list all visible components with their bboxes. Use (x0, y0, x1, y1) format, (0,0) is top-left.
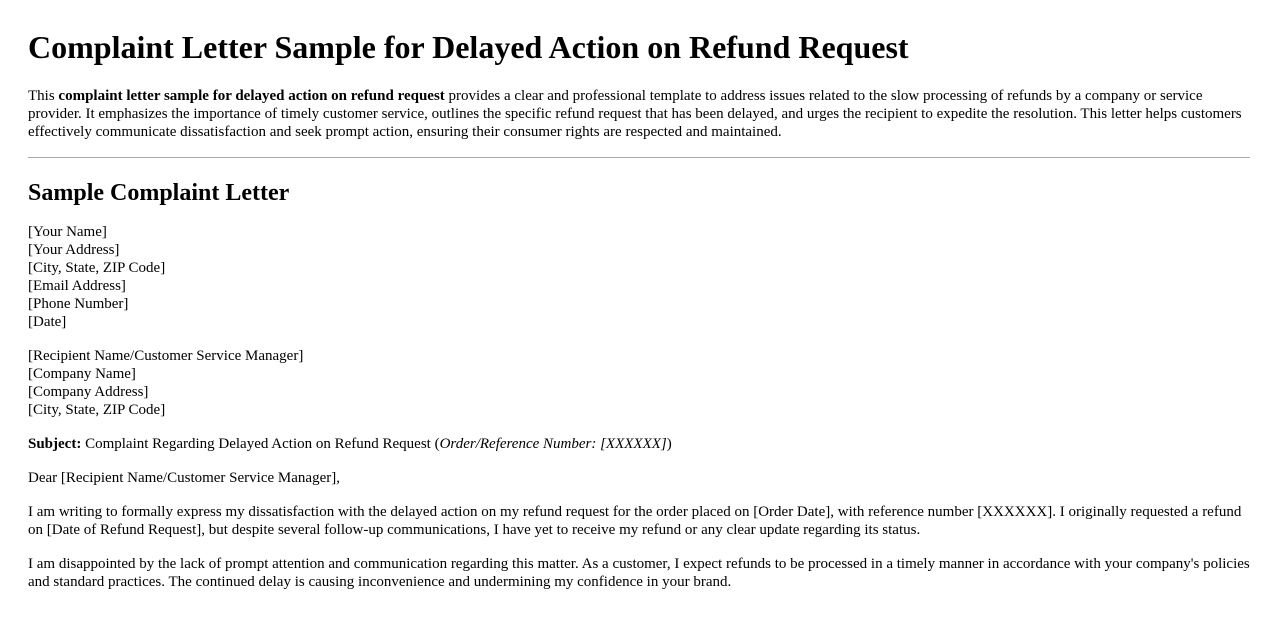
salutation: Dear [Recipient Name/Customer Service Manager], (28, 470, 340, 486)
sender-address-block (28, 223, 1250, 331)
subject-close: ) (666, 436, 672, 452)
recipient-line: [City, State, ZIP Code] (28, 402, 166, 418)
sender-line: [Your Address] (28, 242, 120, 258)
recipient-line: [Recipient Name/Customer Service Manager] (28, 348, 304, 364)
body-paragraph: I am disappointed by the lack of prompt attention and communication regarding this matter. As a customer, I expect refunds to be processed in a timely manner in accordance with your company's policies and standard practices. The continued delay is causing inconvenience and undermining my confidence in your brand. (28, 556, 1250, 590)
body-paragraph: I am writing to formally express my dissatisfaction with the delayed action on my refund request for the order placed on [Order Date], with reference number [XXXXXX]. I originally requested a refund on [Date of Refund Request], but despite several follow-up communications, I have yet to receive my refund or any clear update regarding its status. (28, 504, 1242, 538)
sender-line: [Phone Number] (28, 296, 129, 312)
intro-rest: provides a clear and professional template to address issues related to the slow processing of refunds by a company or service provider. It emphasizes the importance of timely customer service, outlines the specific refund request that has been delayed, and urges the recipient to expedite the resolution. This letter helps customers effectively communicate dissatisfaction and seek prompt action, ensuring their consumer rights are respected and maintained. (28, 88, 1242, 140)
recipient-address-block (28, 347, 1250, 419)
sender-line: [Email Address] (28, 278, 126, 294)
intro-bold-phrase: complaint letter sample for delayed action on refund request (58, 88, 445, 104)
sender-line: [City, State, ZIP Code] (28, 260, 166, 276)
subject-label: Subject: (28, 436, 82, 452)
subject-line (28, 435, 1250, 453)
sender-line: [Your Name] (28, 224, 107, 240)
sender-line: [Date] (28, 314, 67, 330)
page-title: Complaint Letter Sample for Delayed Action on Refund Request (28, 29, 909, 65)
recipient-line: [Company Address] (28, 384, 149, 400)
recipient-line: [Company Name] (28, 366, 136, 382)
divider (28, 157, 1250, 158)
intro-prefix: This (28, 88, 59, 104)
intro-paragraph (28, 87, 1250, 141)
document-page (0, 29, 1278, 591)
subject-text: Complaint Regarding Delayed Action on Refund Request ( (81, 436, 440, 452)
section-heading: Sample Complaint Letter (28, 180, 290, 206)
subject-reference: Order/Reference Number: [XXXXXX] (439, 436, 667, 452)
